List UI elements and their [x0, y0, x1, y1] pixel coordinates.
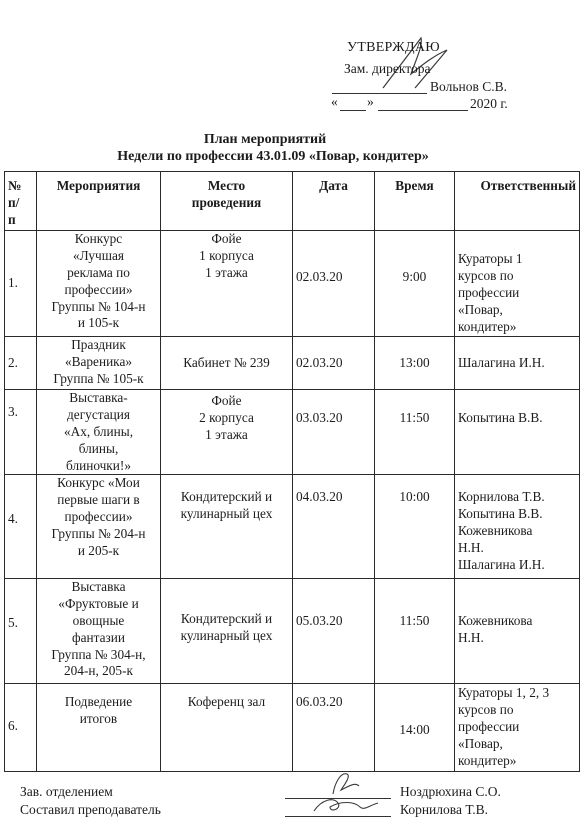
time-value: 10:00	[399, 489, 430, 505]
event-cell	[37, 231, 161, 337]
row-number: 4.	[5, 475, 37, 579]
time-cell	[375, 475, 455, 579]
table-row	[5, 684, 580, 772]
place-line: 1 этажа	[205, 426, 248, 442]
responsible-line: Н.Н.	[458, 539, 484, 555]
event-line: Группы № 104-н	[51, 298, 146, 314]
place-line: Кондитерский и	[180, 489, 273, 505]
place-line: 1 корпуса	[199, 248, 254, 264]
event-line: 204-н, 205-к	[64, 663, 133, 679]
time-cell	[375, 231, 455, 337]
row-number: 2.	[5, 337, 37, 390]
event-line: Группы № 204-н	[51, 525, 146, 541]
event-line: Выставка-	[69, 390, 128, 406]
event-cell	[37, 579, 161, 684]
time-value: 13:00	[399, 355, 430, 371]
responsible-line: Корнилова Т.В.	[458, 489, 545, 505]
event-line: блины,	[78, 440, 119, 456]
date-month-line	[378, 110, 468, 111]
event-line: и 105-к	[77, 315, 120, 331]
responsible-line: «Повар,	[458, 301, 503, 317]
table-row	[5, 579, 580, 684]
author-signature	[300, 791, 390, 819]
header-date	[293, 172, 375, 231]
plan-title: План мероприятий	[203, 132, 327, 147]
date-cell	[293, 337, 375, 390]
event-line: первые шаги в	[57, 492, 140, 508]
row-number: 3.	[5, 390, 37, 475]
date-cell	[293, 579, 375, 684]
date-cell	[293, 684, 375, 772]
responsible-line: «Повар,	[458, 735, 503, 751]
events-table	[4, 171, 580, 772]
place-line: кулинарный цех	[180, 506, 273, 522]
place-line: Фойе	[211, 393, 242, 409]
place-cell	[161, 579, 293, 684]
date-day-line	[340, 110, 366, 111]
event-cell	[37, 337, 161, 390]
author-signature-line	[285, 816, 391, 817]
place-cell	[161, 337, 293, 390]
plan-subtitle: Недели по профессии 43.01.09 «Повар, кондитер»	[117, 149, 429, 164]
event-line: «Вареника»	[64, 354, 132, 370]
time-value: 11:50	[399, 613, 430, 629]
responsible-cell	[455, 475, 580, 579]
row-number: 6.	[5, 684, 37, 772]
date-value: 02.03.20	[296, 269, 343, 285]
header-time-label: Время	[395, 178, 434, 193]
header-num-line: п	[8, 211, 16, 227]
header-num-line: №	[8, 178, 22, 193]
table-row	[5, 475, 580, 579]
responsible-line: Кураторы 1, 2, 3	[458, 685, 550, 701]
responsible-cell	[455, 684, 580, 772]
approval-block	[0, 0, 582, 110]
event-cell	[37, 684, 161, 772]
approved-label: УТВЕРЖДАЮ	[347, 40, 440, 55]
event-line: итогов	[79, 711, 118, 727]
responsible-line: кондитер»	[458, 752, 517, 768]
date-value: 04.03.20	[296, 489, 343, 505]
date-quote-close: »	[367, 94, 374, 109]
event-line: реклама по	[67, 264, 130, 280]
event-line: Праздник	[71, 337, 126, 353]
signature-line	[332, 93, 427, 94]
header-place-line: проведения	[191, 194, 262, 210]
place-cell	[161, 231, 293, 337]
responsible-cell	[455, 337, 580, 390]
date-cell	[293, 390, 375, 475]
row-number: 5.	[5, 579, 37, 684]
place-line: Коференц зал	[187, 694, 266, 710]
header-event-label: Мероприятия	[56, 178, 141, 193]
header-place-line: Место	[207, 178, 246, 193]
responsible-cell	[455, 231, 580, 337]
time-value: 11:50	[399, 410, 430, 426]
place-line: 1 этажа	[205, 264, 248, 280]
table-row	[5, 337, 580, 390]
responsible-line: профессии	[458, 284, 520, 300]
responsible-line: профессии	[458, 718, 520, 734]
approver-position: Зам. директора	[344, 61, 431, 76]
event-line: Подведение	[64, 694, 133, 710]
responsible-line: Копытина В.В.	[458, 506, 543, 522]
time-cell	[375, 579, 455, 684]
event-line: и 205-к	[77, 542, 120, 558]
responsible-line: Кожевникова	[458, 613, 533, 629]
approver-name: Вольнов С.В.	[430, 79, 507, 94]
header-place	[161, 172, 293, 231]
event-cell	[37, 390, 161, 475]
event-line: Группа № 304-н,	[51, 646, 146, 662]
responsible-line: курсов по	[458, 268, 514, 284]
place-cell	[161, 475, 293, 579]
event-line: профессии»	[64, 508, 133, 524]
approval-year: 2020 г.	[470, 96, 508, 111]
place-line: Кабинет № 239	[183, 355, 270, 371]
responsible-line: Шалагина И.Н.	[458, 556, 545, 572]
author-name: Корнилова Т.В.	[400, 802, 488, 817]
place-line: кулинарный цех	[180, 628, 273, 644]
time-cell	[375, 684, 455, 772]
author-title: Составил преподаватель	[20, 802, 161, 817]
head-of-department-name: Ноздрюхина С.О.	[400, 784, 501, 799]
event-line: «Фруктовые и	[58, 596, 139, 612]
event-line: «Ах, блины,	[63, 423, 134, 439]
event-line: Конкурс «Мои	[57, 475, 140, 491]
table-row	[5, 231, 580, 337]
time-value: 14:00	[399, 722, 430, 738]
responsible-line: Кожевникова	[458, 522, 533, 538]
event-line: профессии»	[64, 281, 133, 297]
responsible-line: Шалагина И.Н.	[458, 355, 545, 371]
row-number: 1.	[5, 231, 37, 337]
header-event	[37, 172, 161, 231]
header-date-label: Дата	[319, 178, 348, 193]
place-line: 2 корпуса	[199, 410, 254, 426]
responsible-line: курсов по	[458, 702, 514, 718]
responsible-line: Копытина В.В.	[458, 410, 543, 426]
header-num-line: п/	[8, 194, 20, 210]
time-value: 9:00	[402, 269, 427, 285]
event-cell	[37, 475, 161, 579]
table-header-row	[5, 172, 580, 231]
header-num	[5, 172, 37, 231]
table-row	[5, 390, 580, 475]
time-cell	[375, 337, 455, 390]
date-value: 03.03.20	[296, 410, 343, 426]
date-quote-open: «	[331, 94, 338, 109]
date-value: 06.03.20	[296, 694, 343, 710]
responsible-cell	[455, 390, 580, 475]
place-line: Фойе	[211, 231, 242, 247]
place-cell	[161, 390, 293, 475]
event-line: «Лучшая	[73, 248, 124, 264]
date-cell	[293, 475, 375, 579]
date-cell	[293, 231, 375, 337]
event-line: овощные	[72, 612, 125, 628]
header-time	[375, 172, 455, 231]
header-responsible-label: Ответственный	[480, 178, 576, 193]
place-line: Кондитерский и	[180, 611, 273, 627]
event-line: дегустация	[67, 407, 130, 423]
responsible-line: Кураторы 1	[458, 251, 523, 267]
head-of-department-title: Зав. отделением	[20, 784, 113, 799]
event-line: Конкурс	[74, 231, 123, 247]
event-line: блиночки!»	[66, 457, 131, 473]
header-responsible	[455, 172, 580, 231]
date-value: 05.03.20	[296, 613, 343, 629]
event-line: фантазии	[72, 629, 125, 645]
place-cell	[161, 684, 293, 772]
responsible-line: Н.Н.	[458, 630, 484, 646]
event-line: Группа № 105-к	[53, 370, 144, 386]
event-line: Выставка	[71, 579, 126, 595]
date-value: 02.03.20	[296, 355, 343, 371]
responsible-line: кондитер»	[458, 318, 517, 334]
responsible-cell	[455, 579, 580, 684]
time-cell	[375, 390, 455, 475]
